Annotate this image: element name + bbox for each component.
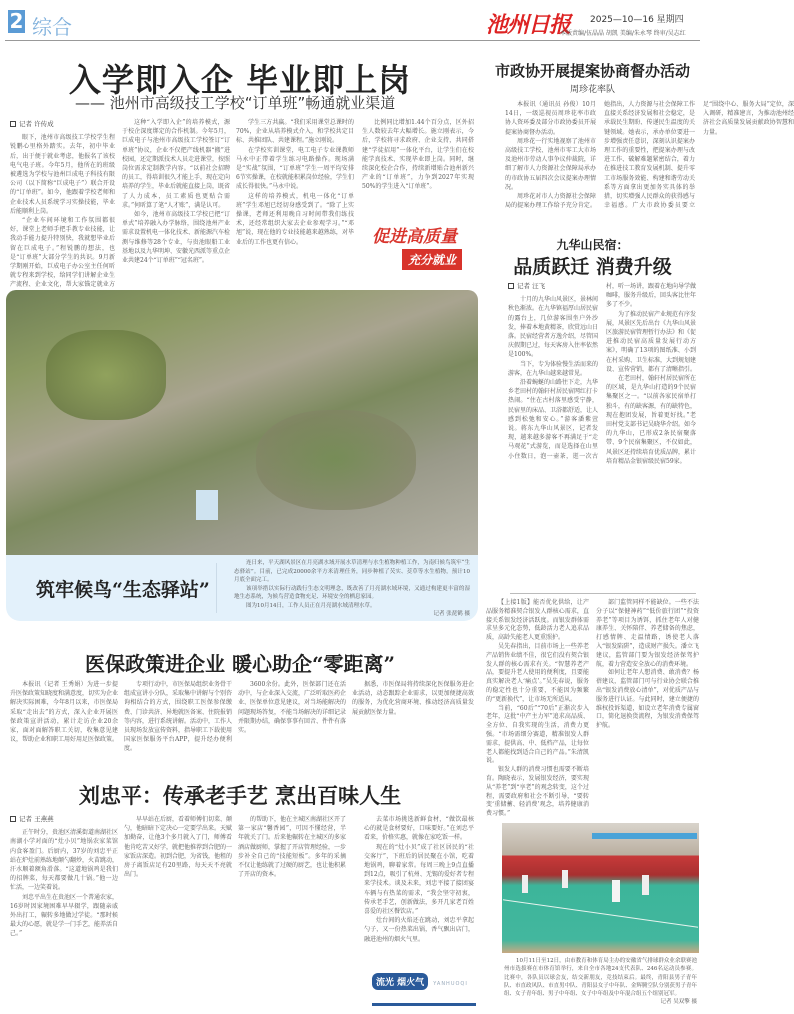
employment-slogan-graphic: 促进高质量 充分就业 (372, 222, 472, 278)
photo-caption-text: 连日来，平天湖风景区在月亮湖水域开展水草清理与水生植物种植工作，为南归候鸟筑牢“生态驿站”。目前，已完成20000余平方米清理任务，同步种植了芡实、茭草等水生植物，预计10月底全面完工。 该项举措以实际行动践行生态文明理念，既改善了月亮湖水域环境，又通过构建更丰富的湿地生态系统，为候鸟营造食物充足、环境安全的栖息家园。 图为10月14日，工作人员正在月亮湖水域清理水草。 记者 张琵鹤 摄 (234, 560, 470, 617)
liu-column-4: 去菜市场挑选新鲜食材，“做饮最核心的就是食材要好，口味要好。”在刘忠平看来，价格实惠，就像在家吃饭一样。 现在的“灶小贝”成了社区居民的“社交客厅”，下班后的居民聚在小馆，吃着地锅鸡，聊着家常。每周三晚上9点直播到12点，吸引了杭州、无锡的爱好者专程来学技术。谈及未来，刘忠平接了接团宴车辆与有热菜的需求，“我会坚守初衷，传承老手艺，创新做法，多开几家老百姓喜爱的社区餐饮店。” 灶台间的火焰还在跳动，刘忠平拿起勺子，又一份热菜出锅，香气飘出店门，融进池州的烟火气里。 (364, 816, 474, 943)
section-divider (510, 593, 696, 594)
jiuhua-headline: 品质跃迁 消费升级 (513, 256, 672, 278)
photo-story-title: 筑牢候鸟“生态驿站” (36, 579, 210, 601)
lead-column-2: 这种“入学即入企”的培养模式，源于校企深度绑定的合作机制。今年5月，巨成电子与池州市高级技工学校签订“订单班”协议，企业不仅把产线机器“搬”进校园，还定期派技术人员走进课堂，按照岗位需求定制教学内容。“以前社会招聘的员工，得培训很久才能上手，现在定向培养的学生，毕业后就能直接上岗，既省了人力成本，员工素质也更贴合需求。”何昕算了笔“人才账”，满是认可。 如今，池州市高级技工学校已把“订单式”培养融入办学脉络，围绕池州产业需求设置机电一体化技术、新能源汽车检测与维修等28个专业，与贵池眼船工业基地以及九华明坤、安徽光西派等重点企业共建24个“订单班”“冠名班”。 (122, 119, 231, 265)
liu-byline: 记者 王燕燕 (10, 815, 118, 824)
issue-date: 2025—10—16 星期四 (590, 15, 684, 25)
silver-economy-continued: 【上接1版】能否优化供给，让产品服务精准契合银发人群核心需求，直接关系银发经济活跃度。而银发群体需求呈多元化态势，低龄活力老人追求品质，高龄失能老人更重照护。 吴先春指出，目前市场上一些养老产品销售业绩不佳，很它们没有契合银发人群的核心需求有关。“智慧养老产品，要提升老人使用的便利度，且要能真实解决老人‘痛点’。”吴先春说，服务的稳定性也十分重要，不能因为频繁的“更新换代”，让市场无所适从。 当前，“60后”“70后”正渐次步入老年，这批“中产主力军”追求高品质、全方位、自我实现的生活，消费力更强。“市场需细分赛道，精准银发人群需求，提供高、中、低档产品，让每位老人都能找到适合自己的产品。”朱清凯说。 银发人群的消费习惯也需要不断培育。陶晓表示，发展银发经济，要实现从“养老”到“享老”的观念转变，这个过程，需要政府和社会不断引导，“要转变‘重储蓄、轻消费’观念，培养健康消费习惯。” 部门监管同样不能缺位。一些不法分子以“保健神药”“低价旅行团”“投资养老”等项目为诱饵，抓住老年人对健康养生、关怀陪伴、养老储备的焦虑，打感情牌、走温情路，诱使老人落入“银发陷阱”，造成财产损失。潘立飞建议，监管部门要为银发经济保驾护航，着力营造安全放心的消费环境。 如何让老年人想消费、敢消费？杨蓓建议，监管部门可与行业协会联合推出“银发消费放心清单”，对优质产品与服务进行认证。与此同时，建立便捷的维权投诉渠道，如设立老年消费专属窗口，简化退换货流程，为银发消费保驾护航。 (486, 599, 699, 818)
lead-column-4: 比例同比增加1.44个百分点，区外招生人数较去年大幅增长。施立刚表示，今后，学校将寻求政府、企业支持，共同搭建“学徒招用”一体化平台，让学生们在校能学真技术、实现毕业即上岗。同时，继续深化校企合作，持续新增贴合池州新兴产业的“订单班”，力争到2027年实现50%的学生进入“订单班”。 (362, 119, 474, 191)
medical-headline: 医保政策进企业 暖心助企“零距离” (85, 652, 395, 676)
lead-column-3: 学生三方共赢。“我们采用课堂总课时的70%，企业从培养模式介入，和学校共定目标、共推团队、共建课程。”施立刚说。 在学校实训课堂，电工电子专业课教师马永中正带着学生练习电路操作。现场满是“实战”氛围，“订单班”学生一周平均安排6节实操课，在校就能积累岗位经验，学生们成长得很快。”马永中说。 这样的培养模式，机电一体化“订单班”学生邓旭已经切身感受到了。“除了上实操课，老师还利用晚自习时间带我们练技术，还经常组织大家去企业参观学习。”“邓旭”说，现在他的专业技能越来越熟练，对毕业后的工作也更有信心。 (236, 119, 354, 246)
cppcc-headline: 市政协开展提案协商督办活动 (494, 62, 690, 80)
yanhuoqi-column-logo: 流光 烟火气 YANHUOQI (372, 970, 476, 1006)
section-name: 综合 (32, 15, 72, 39)
volleyball-photo (502, 823, 699, 953)
page-number: 2 (9, 9, 24, 33)
liu-headline: 刘忠平：传承老手艺 烹出百味人生 (78, 783, 402, 808)
volleyball-caption: 10月11日至12日，由市教育和体育局主办的安徽省气排球群众业余联赛池州市选拔赛在市体育馆举行，来自全市各地24支代表队、246名运动员参赛。比赛中，各队员以球会友，结交新朋友，竞技结束后。最终，青阳县男子青年队、市直政风队、市直男中队、青阳县女子中年队、金辉腾空队分别获男子青年组、女子青年组、男子中年组、女子中年组及中年混合组五个组别冠军。 记者 吴双擎 摄 (504, 958, 697, 1006)
lead-column-1: 记者 许传成 眼下，池州市高级技工学校学生程锐鹏心里格外踏实。去年，初中毕业后，出于便于就业考虑，他报名了该校电气电子班。今年5月，他所在的班级被遴选为学校与池州巨成电子科技有限公司（以下简称“巨成电子”）联合开设的“订单班”。如今，他跟着学校老师和企业技术人员系统学习实操技能，毕业后能顺利上岗。 “企业车间环境和工作氛围都很好，课堂上老师手把手教专业技能，让我动手能力提升特别快，我就想毕业后留在巨成电子。”程锐鹏的想法，也是“订单班”大部分学生的共识。9月新学期刚开始，巨成电子办公室主任何昕就专程来到学校，给同学们讲解企业生产流程、企业文化，帮大家锚定就业方 (10, 120, 115, 289)
wetland-photo (6, 290, 478, 555)
lead-byline: 记者 许传成 (10, 120, 115, 129)
lead-subheadline: —— 池州市高级技工学校“订单班”畅通就业渠道 (75, 94, 396, 112)
newspaper-logo: 池州日报 (486, 12, 571, 38)
medical-column-3: 3600余份。此外，医保部门还在活动中，与企业深入交流，广泛听取医药企业、医保单位意见建议，对当场能解决的问题现场答复，不能当场解决的详细记录并限期办结，确保事事有回音、件件有落实。 (238, 681, 347, 735)
cppcc-subhead: 周珍花率队 (569, 85, 615, 95)
jiuhua-byline: 记者 汪飞 (508, 282, 598, 291)
cppcc-body: 本报讯（通讯员 孙俊）10月14日，一级巡视员周珍花率市政协人资环委及部分市政协委员开展提案协商督办活动。 周珍花一行实地视察了池州市高级技工学校、池州市零工大市场及池州市劳动人事争议仲裁院，详细了解市人力资源社会保障局承办的市政协五届四次会议提案办理情况。 周珍花对市人力资源社会保障局的提案办理工作给予充分肯定。她指出，人力资源与社会保障工作直接关系经济发展和社会稳定，是承载民生期盼、传递民生温度的关键领域。她表示，承办单位要进一步增强责任意识，深刻认识提案办理工作的重要性，把提案办理与改进工作、破解难题紧密结合，着力在推进技工教育发展机制、提升零工市场服务效能、构建和谐劳动关系等方面拿出更加务实具体的举措，切实增强人民群众的获得感与幸福感。广大市政协委员要立足“围绕中心、服务大局”定位，深入调研，精准建言，为推动池州经济社会高质量发展贡献政协智慧和力量。 (505, 101, 794, 210)
lead-headline: 入学即入企 毕业即上岗 (68, 61, 412, 99)
photo-caption-box (6, 555, 478, 621)
liu-column-1: 记者 王燕燕 正午时分，贵池区清溪街道南湖社区南湖小学对面的“灶小贝”地锅农家菜馆内食客盈门。后厨内，37岁的刘忠平正站在炉灶前熟练地颠勺翻炒，火苗跳动，汗水顺着额角滑落。“这道地锅鸡是我们的招牌菜，每天都要做几十锅。”他一边忙活，一边笑着说。 刘忠平出生在贵池区一个普通农家，16岁时因家境困难早早辍学，跟随亲戚外出打工，辗转多地做过学徒。“那时候最大的心愿，就是学一门手艺，能养活自己。” (10, 815, 119, 938)
medical-column-4: 据悉，市医保局将持续深化医保服务进企业活动，动态跟踪企业需求，以更加便捷高效的服务，为优化营商环境、推动经济高质量发展贡献医保力量。 (352, 681, 474, 716)
header-divider (5, 40, 700, 41)
boat-figure (196, 490, 218, 520)
editors-line: 本版责编/伍晶晶 胡凯 美编/朱永琴 终审/吴志红 (560, 30, 686, 37)
medical-column-1: 本报讯（记者 王秀娟）为进一步提升医保政策知晓度和满意度，切实为企业解决实际困难，今年8月以来，市医保局采取“走出去”的方式，深入企业开展医保政策宣讲活动，累计走访企业20余家，面对面解答职工关切，收集意见建议，帮助企业和职工用好用足医保政策。 (10, 681, 119, 744)
liu-column-3: 的帮助下，他在主城区南湖社区开了第一家店“馨香园”，可因不懂经营，半年就关了门。后来他辗转在主城区的多家酒店做厨师，掌握了开店管理经验，一步步补全自己的“技能短板”。多年的采摘不仅让他练就了过硬的厨艺，也让他积累了开店的资本。 (238, 816, 347, 879)
liu-column-2: 早早站在后厨，看着师傅们切菜、颠勺，他暗暗下定决心一定要学出来。天赋加勤奋，让他3个多月就入了门，师傅看他肯吃苦又好学，就把他推荐到合肥的一家饭店深造。初到合肥，为省钱，他租的房子离饭店足有20里路，每天天不亮就出门。 (124, 816, 233, 879)
jiuhua-body: 记者 汪飞 十月的九华山风景区，景林间秋色渐浓。在九华镇福厚山居民宿的露台上，几位游客围坐户外沙发，捧着本地黄精茶，欣赏远山日落。民宿经营者方逸介绍，尽管国庆假期已过，每天客房入住率依然是100%。 当下，专为体验慢生活而来的游客，在九华山越来越常见。 沿着蜿蜒的山路往下走，九华乡老田村的翰轩村居民宿网红打卡热闹。“住在古村落里感受宁静，民宿里的床品、卫浴都舒适，让人感到松弛和安心。”游客潘紫萱说。蒋东九华山风景区，记者发现，越来越多游客不再满足于“走马观花”式游览，而是选择在山里小住数日，泡一壶茶，逛一次古村，听一场讲，跟着在地向导学做咖啡，服务升级后，回头客比往年多了不少。 为了推动民宿产业规范有序发展，风景区先后出台《九华山风景区旅游民宿管理暂行办法》和《促进推动民宿高质量发展行动方案》，明确了13项的图纸准、小到在村采购、卫生标准，大到规划建设、宣传营销，都有了清晰指引。 在老田村，翰轩村居民宿所在的区域，是九华山打造的9个民宿集聚区之一。“以前各家民宿单打独斗，有的缺客源，有的缺特色，现在抱团发展，旨着更好找。”老田村党支部书记吴晓华介绍。如今的九华山，已形成2条民宿聚落带、9个民宿集聚区，不仅如此，风景区还持续培育优质品牌，累计培育精品金银宿级民宿59家。 (508, 282, 697, 465)
jiuhua-kicker: 九华山民宿： (556, 238, 629, 252)
medical-column-2: 专项行动中，市医保局组织业务骨干组成宣讲小分队，采取集中讲解与个别咨询相结合的方式，围绕职工医保参保缴费、门诊共济、异地就医备案、住院报销等内容，进行系统讲解。活动中，工作人员现场发放宣传资料，指导职工下载使用国家医保服务平台APP，提升经办便利度。 (124, 681, 233, 753)
